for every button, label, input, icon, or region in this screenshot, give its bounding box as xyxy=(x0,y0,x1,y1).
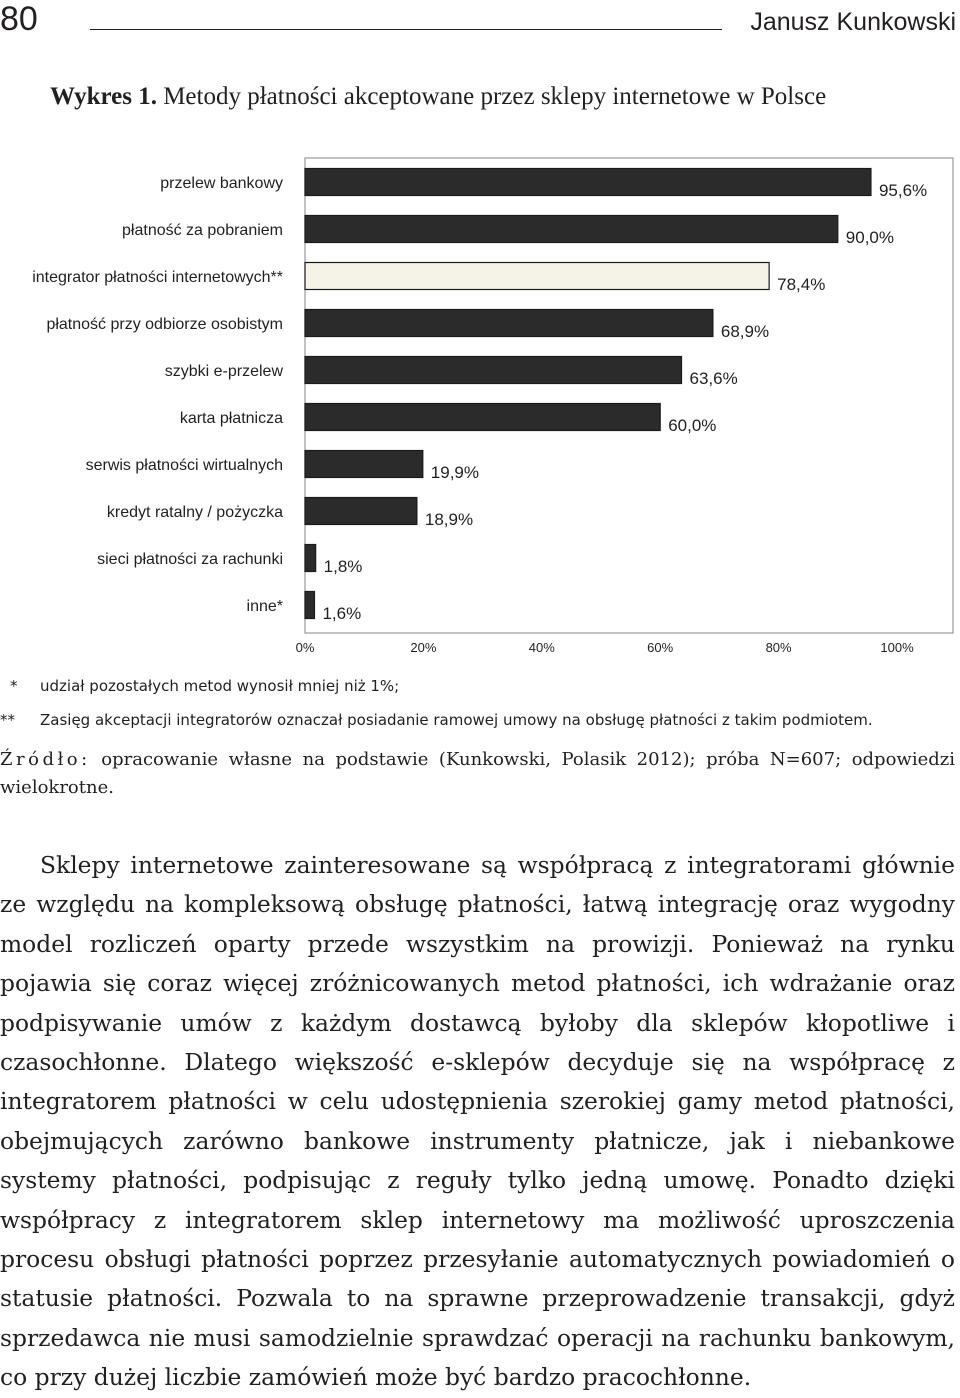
category-label: serwis płatności wirtualnych xyxy=(85,457,283,474)
bar xyxy=(305,169,871,196)
category-label: płatność przy odbiorze osobistym xyxy=(46,316,283,333)
category-label: szybki e-przelew xyxy=(164,363,283,380)
category-label: integrator płatności internetowych** xyxy=(32,269,283,286)
category-label: przelew bankowy xyxy=(160,175,283,192)
bar xyxy=(305,216,838,243)
footnote-text: Zasięg akceptacji integratorów oznaczał posiadanie ramowej umowy na obsługę płatności z takim podmiotem. xyxy=(40,711,873,729)
bar xyxy=(305,592,314,619)
header-rule xyxy=(90,29,722,30)
figure-caption xyxy=(50,82,826,112)
bar xyxy=(305,545,316,572)
bar xyxy=(305,451,423,478)
data-label: 1,8% xyxy=(323,557,363,576)
data-label: 95,6% xyxy=(878,181,928,200)
data-label: 63,6% xyxy=(689,369,738,388)
bar-chart xyxy=(0,150,960,670)
data-label: 68,9% xyxy=(720,322,770,341)
running-head: Janusz Kunkowski xyxy=(750,8,956,36)
category-label: płatność za pobraniem xyxy=(122,222,283,239)
x-tick-label: 80% xyxy=(765,640,792,655)
source-label: Źródło: xyxy=(0,749,91,770)
source-note xyxy=(0,746,955,802)
source-text: opracowanie własne na podstawie (Kunkowski, Polasik 2012); próba N=607; odpowiedzi wielokrotne. xyxy=(0,749,955,798)
data-label: 18,9% xyxy=(424,510,474,529)
x-tick-label: 40% xyxy=(528,640,555,655)
data-label: 90,0% xyxy=(845,228,895,247)
data-label: 19,9% xyxy=(430,463,480,482)
bar xyxy=(305,498,417,525)
category-label: kredyt ratalny / pożyczka xyxy=(106,504,283,521)
x-tick-label: 0% xyxy=(295,640,315,655)
x-tick-label: 100% xyxy=(880,640,914,655)
data-label: 60,0% xyxy=(668,416,717,435)
bar xyxy=(305,310,713,337)
footnote-text: udział pozostałych metod wynosił mniej niż 1%; xyxy=(40,677,400,695)
category-label: inne* xyxy=(246,598,283,615)
footnote-mark: * xyxy=(10,677,18,695)
page-number: 80 xyxy=(0,0,38,38)
data-label: 1,6% xyxy=(322,604,362,623)
x-tick-label: 60% xyxy=(647,640,674,655)
bar xyxy=(305,263,769,290)
figure-title: Metody płatności akceptowane przez sklepy internetowe w Polsce xyxy=(163,83,827,110)
body-paragraph: Sklepy internetowe zainteresowane są współpracą z integratorami głównie ze względu na kompleksową obsługę płatności, łatwą integrację oraz wygodny model rozliczeń oparty przede wszystkim na prowizji. Ponieważ na rynku pojawia się coraz więcej zróżnicowanych metod płatności, ich wdrażanie oraz podpisywanie umów z każdym dostawcą byłoby dla sklepów kłopotliwe i czasochłonne. Dlatego większość e-sklepów decyduje się na współpracę z integratorem płatności w celu udostępnienia szerokiej gamy metod płatności, obejmujących zarówno bankowe instrumenty płatnicze, jak i niebankowe systemy płatności, podpisując z reguły tylko jedną umowę. Ponadto dzięki współpracy z integratorem sklep internetowy ma możliwość uproszczenia procesu obsługi płatności poprzez przesyłanie automatycznych powiadomień o statusie płatności. Pozwala to na sprawne przeprowadzenie transakcji, gdyż sprzedawca nie musi samodzielnie sprawdzać operacji na rachunku bankowym, co przy dużej liczbie zamówień może być bardzo pracochłonne. xyxy=(0,851,955,1392)
x-tick-label: 20% xyxy=(410,640,437,655)
bar xyxy=(305,404,660,431)
footnote-mark: ** xyxy=(0,711,15,729)
bar xyxy=(305,357,682,384)
category-label: sieci płatności za rachunki xyxy=(97,551,283,568)
data-label: 78,4% xyxy=(777,275,826,294)
figure-label: Wykres 1. xyxy=(50,83,157,110)
category-label: karta płatnicza xyxy=(179,410,283,427)
